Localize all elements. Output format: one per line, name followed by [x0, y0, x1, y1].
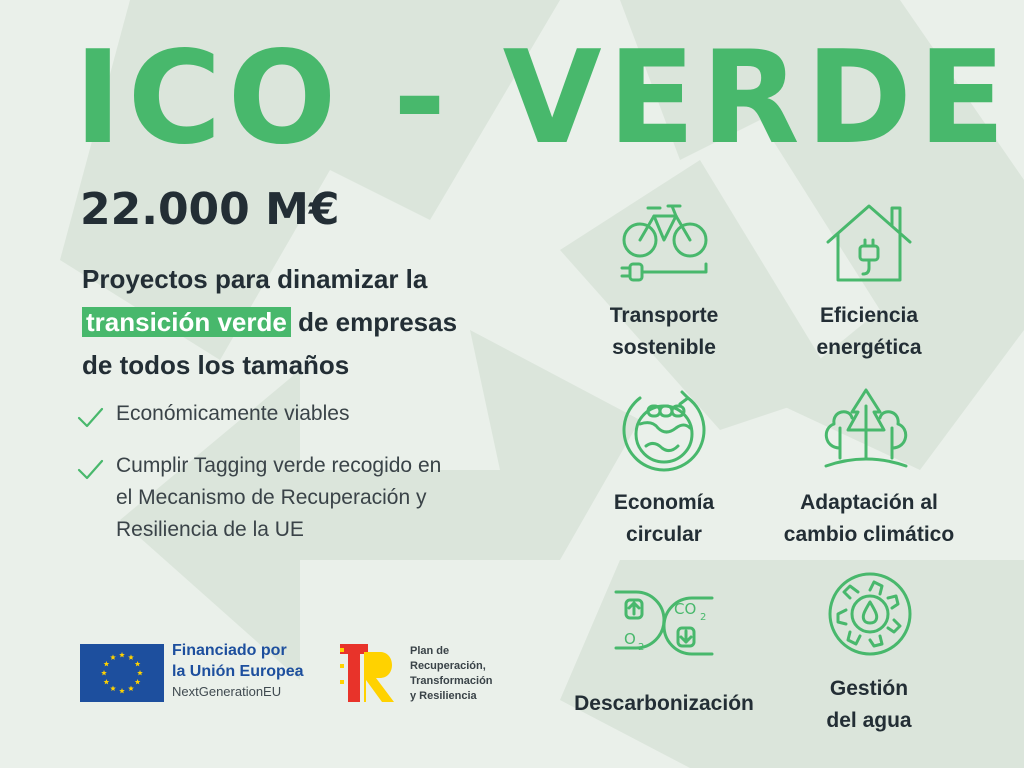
- budget-amount: 22.000 M€: [80, 184, 340, 235]
- subtitle: [82, 258, 542, 387]
- category-label: sostenible: [612, 336, 716, 359]
- list-item-text: Económicamente viables: [116, 402, 350, 425]
- plan-line3: Transformación: [410, 675, 493, 687]
- eu-flag-icon: [80, 644, 164, 702]
- category-label: circular: [626, 523, 702, 546]
- page-title: ICO - VERDE: [74, 24, 1012, 173]
- category-label: Transporte: [609, 304, 719, 327]
- list-item: [76, 450, 496, 546]
- category-label: cambio climático: [783, 523, 955, 546]
- category-transporte-sostenible: [564, 300, 764, 364]
- checkmark-icon: [76, 456, 104, 482]
- plan-recuperacion-text: [410, 644, 493, 704]
- category-label: Gestión: [829, 677, 909, 700]
- list-item-text: Cumplir Tagging verde recogido en el Mecanismo de Recuperación y Resiliencia de la UE: [116, 454, 442, 541]
- category-gestion-agua: [769, 673, 969, 737]
- category-label: energética: [816, 336, 922, 359]
- plan-line2: Recuperación,: [410, 660, 486, 672]
- co2-o2-exchange-icon: [612, 586, 716, 660]
- category-label: del agua: [826, 709, 912, 732]
- plan-line1: Plan de: [410, 645, 450, 657]
- subtitle-line3: de todos los tamaños: [82, 350, 350, 380]
- subtitle-line1: Proyectos para dinamizar la: [82, 264, 428, 294]
- bicycle-plug-icon: [618, 200, 714, 290]
- requirements-list: [76, 398, 496, 546]
- funding-logos: [80, 640, 520, 710]
- list-item: [76, 398, 496, 430]
- svg-text:2: 2: [638, 642, 645, 653]
- category-label: Descarbonización: [574, 692, 754, 715]
- eu-funding-line1: Financiado por: [172, 642, 287, 659]
- plan-line4: y Resiliencia: [410, 690, 477, 702]
- svg-text:2: 2: [700, 612, 707, 623]
- category-adaptacion-cambio-climatico: [769, 487, 969, 551]
- eu-funding-line3: NextGenerationEU: [172, 684, 282, 699]
- eu-funding-line2: la Unión Europea: [172, 663, 304, 680]
- svg-text:O: O: [624, 630, 636, 648]
- house-plug-icon: [824, 200, 914, 288]
- category-label: Eficiencia: [819, 304, 919, 327]
- category-label: Economía: [613, 491, 715, 514]
- category-eficiencia-energetica: [769, 300, 969, 364]
- category-descarbonizacion: [564, 688, 764, 720]
- subtitle-highlight: transición verde: [82, 307, 291, 337]
- category-label: Adaptación al: [800, 491, 938, 514]
- subtitle-line2: de empresas: [290, 307, 458, 337]
- eu-funding-text: [172, 640, 304, 702]
- svg-text:CO: CO: [674, 600, 697, 618]
- circular-earth-icon: [618, 384, 710, 476]
- plan-recuperacion-logo-icon: [336, 640, 400, 706]
- water-gear-icon: [826, 570, 914, 658]
- trees-icon: [818, 386, 914, 474]
- category-economia-circular: [564, 487, 764, 551]
- checkmark-icon: [76, 404, 104, 430]
